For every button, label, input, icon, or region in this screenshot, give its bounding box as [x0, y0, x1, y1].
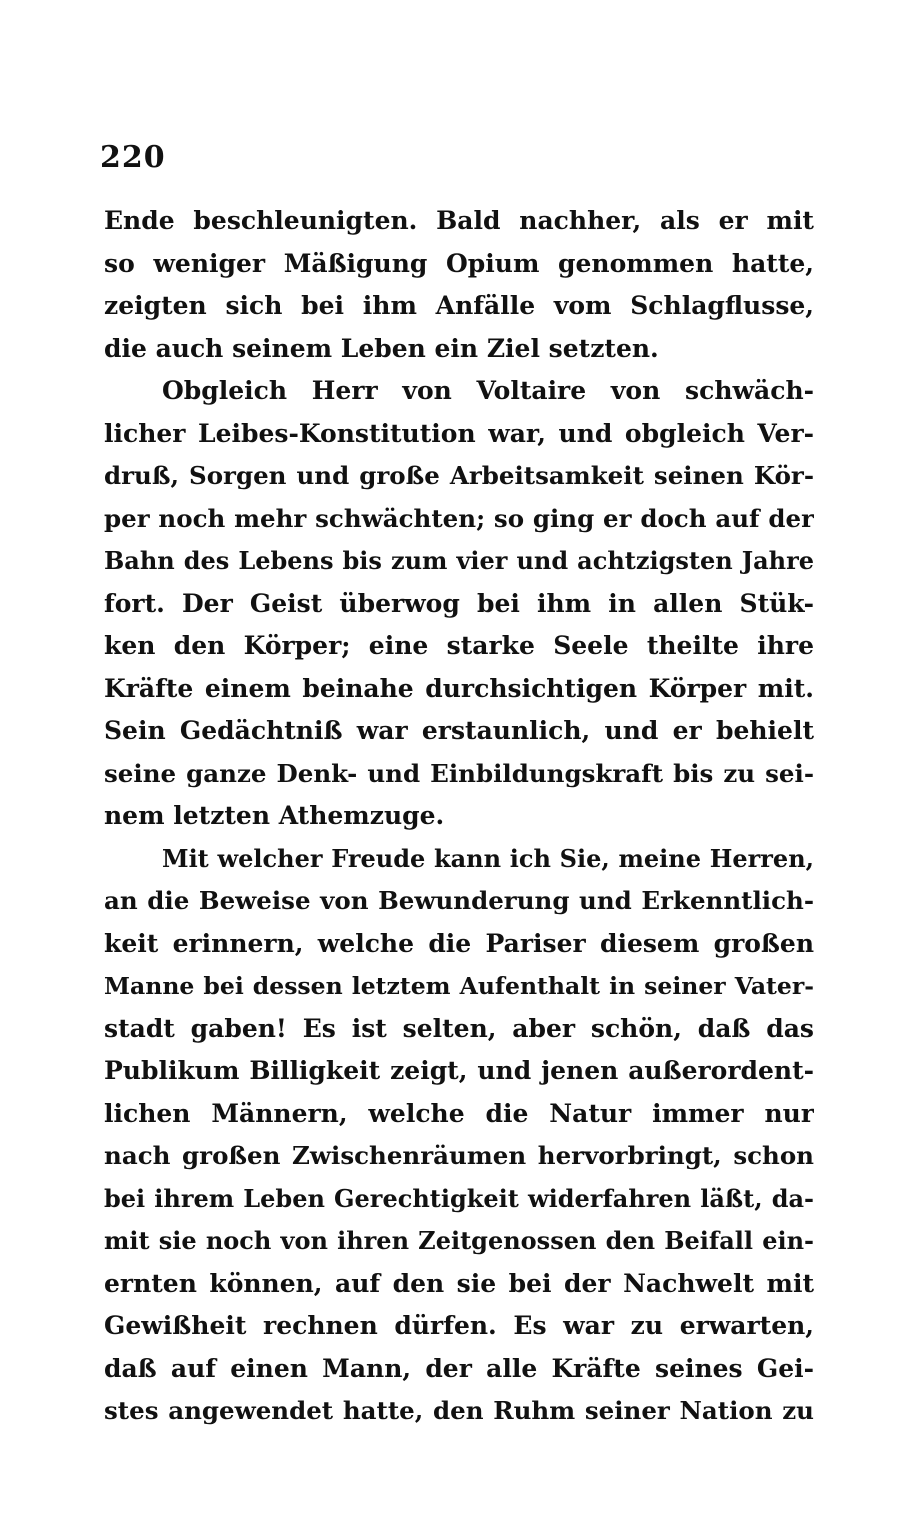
text-line: Publikum Billigkeit zeigt, und jenen außerordent-: [104, 1056, 814, 1085]
text-line: die auch seinem Leben ein Ziel setzten.: [104, 333, 659, 363]
text-line: Manne bei dessen letztem Aufenthalt in seiner Vater-: [104, 972, 814, 1000]
text-line: Sein Gedächtniß war erstaunlich, und er behielt: [104, 716, 814, 745]
text-line: nach großen Zwischenräumen hervorbringt, schon: [104, 1141, 814, 1170]
text-line: Kräfte einem beinahe durchsichtigen Körper mit.: [104, 673, 814, 703]
text-line: ken den Körper; eine starke Seele theilte ihre: [104, 631, 814, 660]
text-line: bei ihrem Leben Gerechtigkeit widerfahren läßt, da-: [104, 1183, 814, 1213]
text-line: ernten können, auf den sie bei der Nachwelt mit: [104, 1268, 814, 1298]
text-line: fort. Der Geist überwog bei ihm in allen Stük-: [104, 588, 814, 618]
text-line: stadt gaben! Es ist selten, aber schön, daß das: [104, 1013, 814, 1043]
text-line: keit erinnern, welche die Pariser diesem großen: [104, 928, 814, 958]
text-line: licher Leibes-Konstitution war, und obgleich Ver-: [104, 418, 814, 448]
page-number: 220: [100, 140, 166, 175]
text-line: daß auf einen Mann, der alle Kräfte seines Gei-: [104, 1353, 814, 1383]
text-line: Mit welcher Freude kann ich Sie, meine Herren,: [162, 843, 814, 873]
text-line: nem letzten Athemzuge.: [104, 801, 445, 830]
text-line: seine ganze Denk- und Einbildungskraft bis zu sei-: [104, 758, 814, 788]
text-line: druß, Sorgen und große Arbeitsamkeit seinen Kör-: [104, 461, 814, 490]
text-line: an die Beweise von Bewunderung und Erkenntlich-: [104, 886, 814, 915]
text-line: Gewißheit rechnen dürfen. Es war zu erwarten,: [104, 1311, 814, 1340]
text-line: lichen Männern, welche die Natur immer nur: [104, 1098, 814, 1128]
text-line: Ende beschleunigten. Bald nachher, als er mit: [104, 206, 814, 235]
text-line: per noch mehr schwächten; so ging er doch auf der: [104, 503, 814, 533]
text-line: stes angewendet hatte, den Ruhm seiner Nation zu: [104, 1396, 814, 1425]
text-line: Bahn des Lebens bis zum vier und achtzigsten Jahre: [104, 546, 814, 575]
body-text: [104, 200, 814, 1433]
text-line: mit sie noch von ihren Zeitgenossen den Beifall ein-: [104, 1226, 814, 1255]
text-line: zeigten sich bei ihm Anfälle vom Schlagflusse,: [104, 291, 814, 320]
text-line: Obgleich Herr von Voltaire von schwäch-: [162, 376, 814, 405]
text-line: so weniger Mäßigung Opium genommen hatte,: [104, 248, 814, 278]
